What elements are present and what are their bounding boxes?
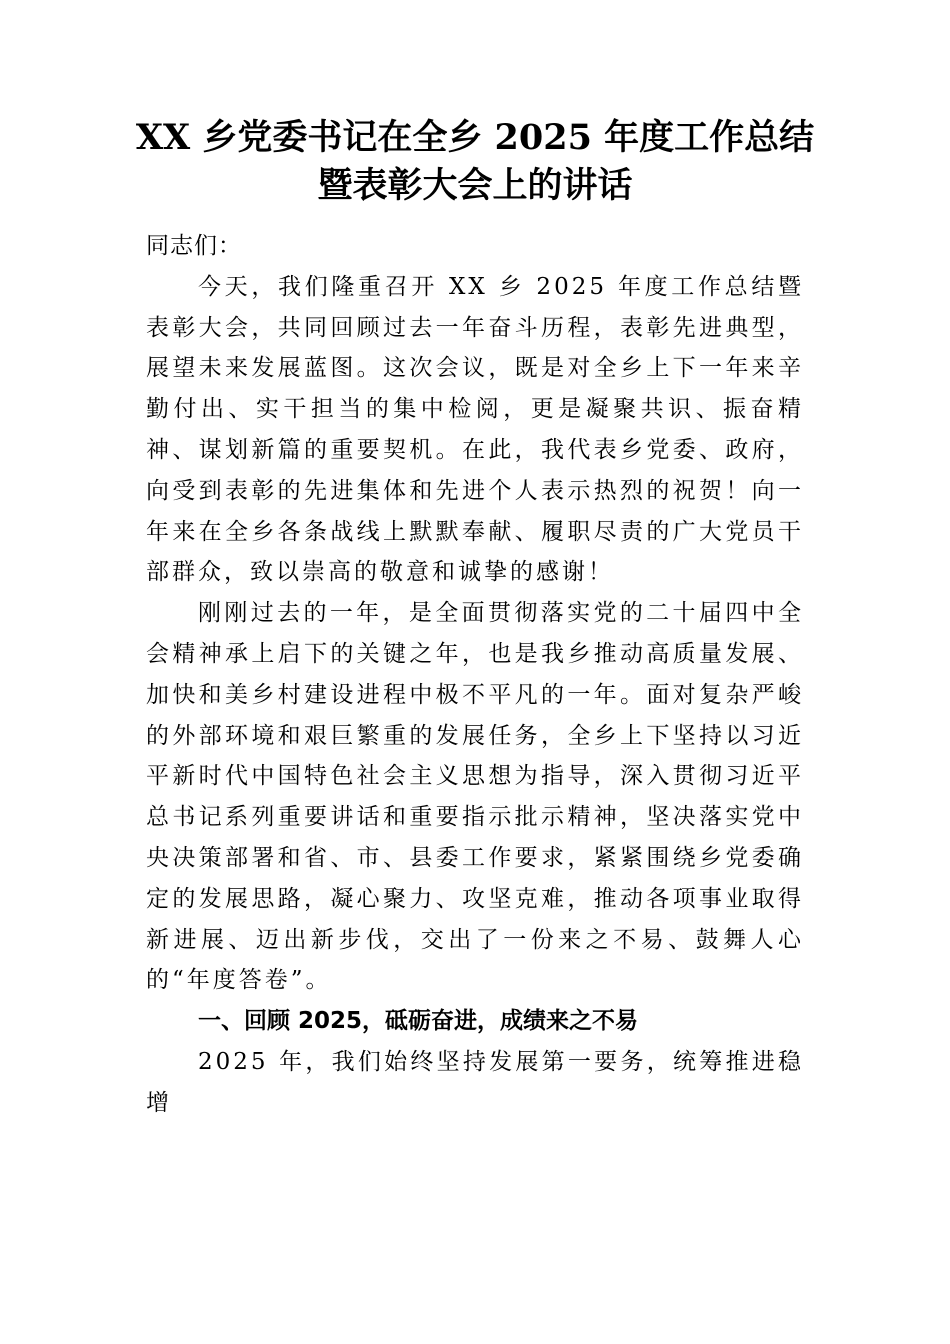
paragraph-section-1: 2025 年，我们始终坚持发展第一要务，统筹推进稳增 bbox=[146, 1048, 804, 1116]
paragraph-opening: 今天，我们隆重召开 XX 乡 2025 年度工作总结暨表彰大会，共同回顾过去一年奋斗历程，表彰先进典型，展望未来发展蓝图。这次会议，既是对全乡上下一年来辛勤付出、实干担当的集中检阅，更是凝聚共识、振奋精神、谋划新篇的重要契机。在此，我代表乡党委、政府，向受到表彰的先进集体和先进个人表示热烈的祝贺！向一年来在全乡各条战线上默默奉献、履职尽责的广大党员干部群众，致以崇高的敬意和诚挚的感谢！ bbox=[146, 273, 804, 586]
document-body bbox=[146, 226, 804, 1124]
title-line-1: XX 乡党委书记在全乡 2025 年度工作总结 bbox=[135, 117, 815, 158]
section-heading-1: 一、回顾 2025，砥砺奋进，成绩来之不易 bbox=[198, 1008, 639, 1035]
title-line-2: 暨表彰大会上的讲话 bbox=[317, 165, 633, 206]
document-title bbox=[100, 114, 850, 210]
salutation: 同志们： bbox=[146, 233, 242, 259]
paragraph-review: 刚刚过去的一年，是全面贯彻落实党的二十届四中全会精神承上启下的关键之年，也是我乡推动高质量发展、加快和美乡村建设进程中极不平凡的一年。面对复杂严峻的外部环境和艰巨繁重的发展任务，全乡上下坚持以习近平新时代中国特色社会主义思想为指导，深入贯彻习近平总书记系列重要讲话和重要指示批示精神，坚决落实党中央决策部署和省、市、县委工作要求，紧紧围绕乡党委确定的发展思路，凝心聚力、攻坚克难，推动各项事业取得新进展、迈出新步伐，交出了一份来之不易、鼓舞人心的“年度答卷”。 bbox=[146, 600, 804, 994]
